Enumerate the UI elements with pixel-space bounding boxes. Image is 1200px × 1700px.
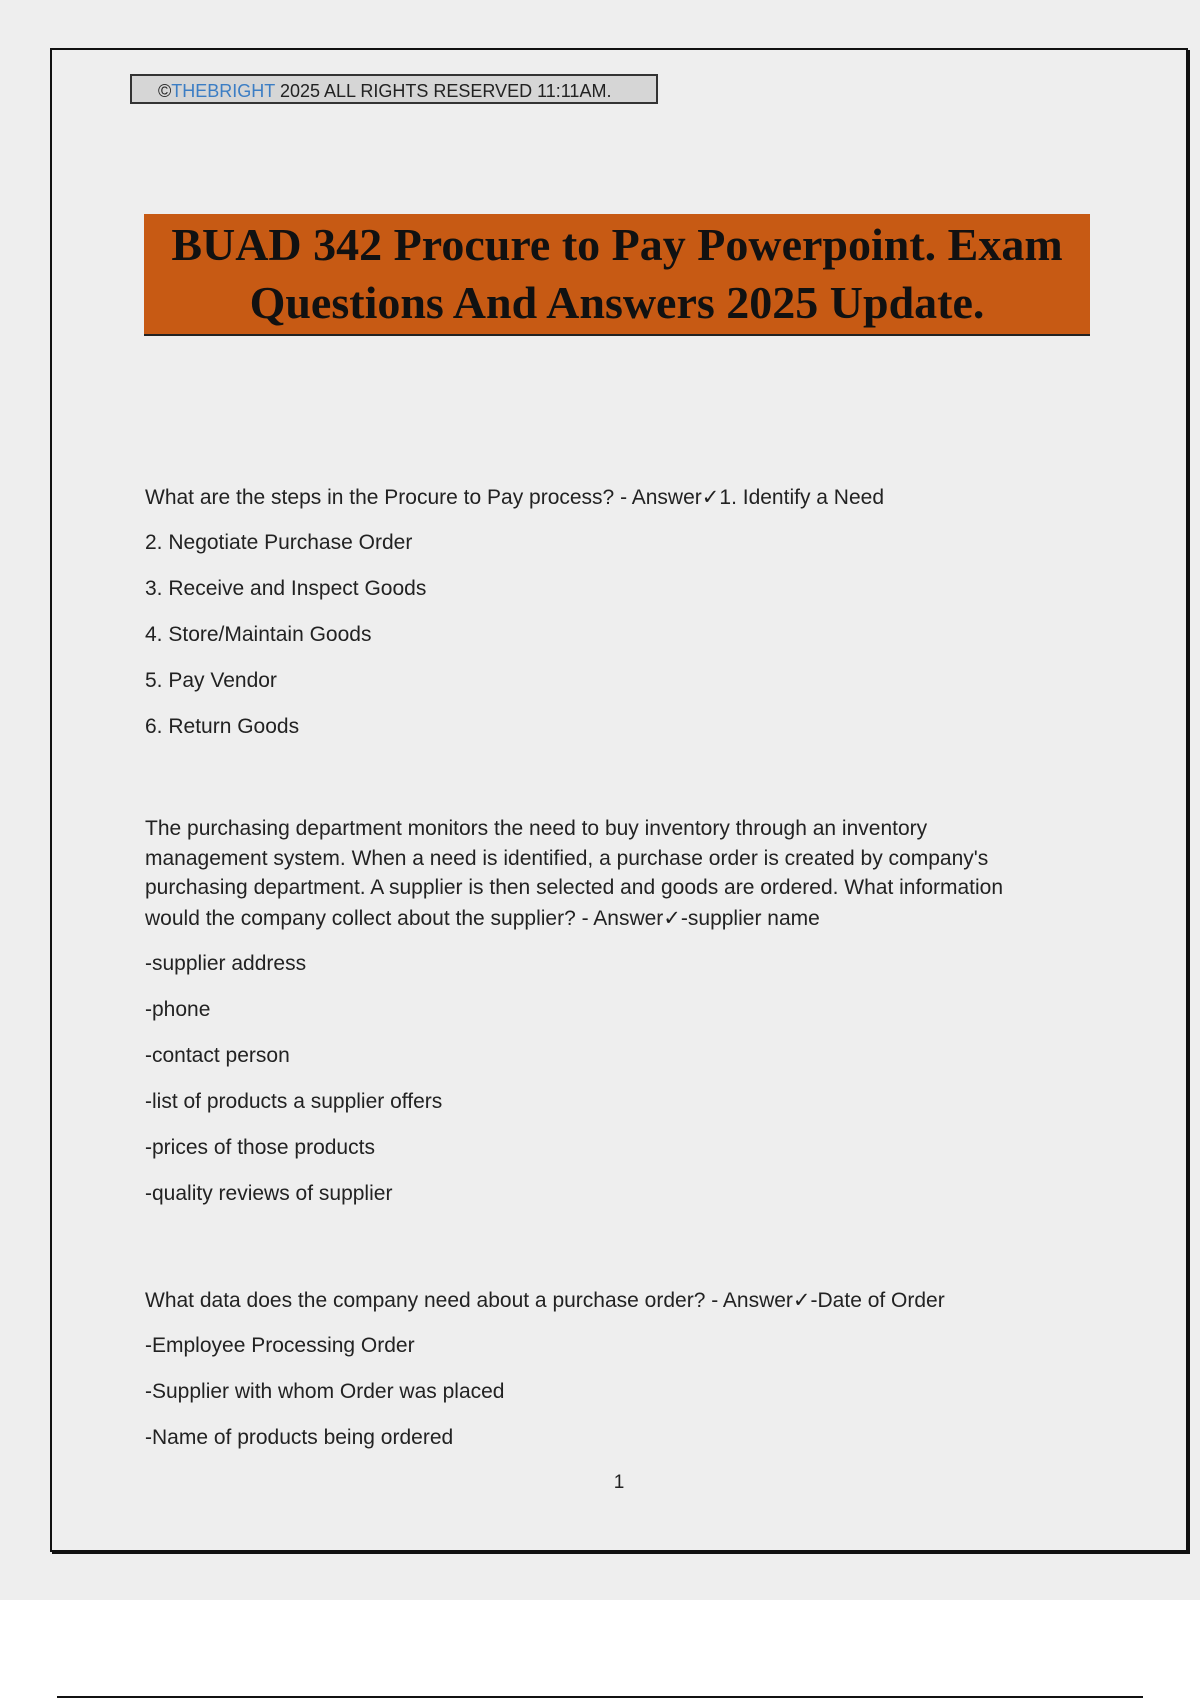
answer-line: 2. Negotiate Purchase Order xyxy=(145,531,413,554)
qa-item xyxy=(145,482,1085,750)
copyright-header xyxy=(130,74,658,104)
copyright-symbol: © xyxy=(158,81,172,101)
answer-text: -supplier name xyxy=(680,906,820,930)
question-line: purchasing department. A supplier is then selected and goods are ordered. What information xyxy=(145,876,1004,899)
title-line-2: Questions And Answers 2025 Update. xyxy=(249,277,985,328)
spacer xyxy=(145,1217,1085,1285)
question-text: would the company collect about the supplier? - Answer xyxy=(145,906,664,930)
question-text: What are the steps in the Procure to Pay process? - Answer xyxy=(145,486,702,509)
brand-name: THEBRIGHT xyxy=(171,81,275,101)
answer-line: 5. Pay Vendor xyxy=(145,669,277,692)
answer-line: -quality reviews of supplier xyxy=(145,1181,393,1205)
document-page xyxy=(50,48,1188,1552)
qa-content xyxy=(145,482,1085,1461)
answer-line: -list of products a supplier offers xyxy=(145,1089,443,1113)
answer-line: -supplier address xyxy=(145,951,307,975)
answer-line: -contact person xyxy=(145,1043,290,1067)
copyright-text: 2025 ALL RIGHTS RESERVED 11:11AM. xyxy=(274,81,612,101)
question-text: What data does the company need about a purchase order? - Answer xyxy=(145,1288,793,1312)
qa-item xyxy=(145,1285,1085,1461)
qa-item xyxy=(145,814,1085,1217)
answer-line: -prices of those products xyxy=(145,1135,375,1159)
question-line: management system. When a need is identified, a purchase order is created by company's xyxy=(145,846,989,870)
question-line xyxy=(145,482,1085,514)
answer-text: -Date of Order xyxy=(810,1288,945,1312)
checkmark-icon: ✓ xyxy=(792,1288,811,1312)
answer-line: 3. Receive and Inspect Goods xyxy=(145,577,427,600)
title-line-1: BUAD 342 Procure to Pay Powerpoint. Exam xyxy=(171,219,1063,270)
answer-line: -Supplier with whom Order was placed xyxy=(145,1379,505,1403)
spacer xyxy=(145,750,1085,814)
answer-line: 6. Return Goods xyxy=(145,715,300,738)
page-number: 1 xyxy=(613,1472,625,1493)
title-banner xyxy=(144,214,1090,336)
question-line xyxy=(145,903,1085,935)
checkmark-icon: ✓ xyxy=(663,906,681,930)
question-line xyxy=(145,1285,1085,1317)
answer-line: -Employee Processing Order xyxy=(145,1333,415,1357)
question-line: The purchasing department monitors the need to buy inventory through an inventory xyxy=(145,817,928,840)
answer-line: -Name of products being ordered xyxy=(145,1425,454,1449)
answer-text: 1. Identify a Need xyxy=(719,486,884,509)
answer-line: -phone xyxy=(145,997,211,1021)
document-title xyxy=(171,216,1062,332)
footer-divider xyxy=(57,1696,1143,1698)
answer-line: 4. Store/Maintain Goods xyxy=(145,623,372,646)
checkmark-icon: ✓ xyxy=(701,486,720,509)
